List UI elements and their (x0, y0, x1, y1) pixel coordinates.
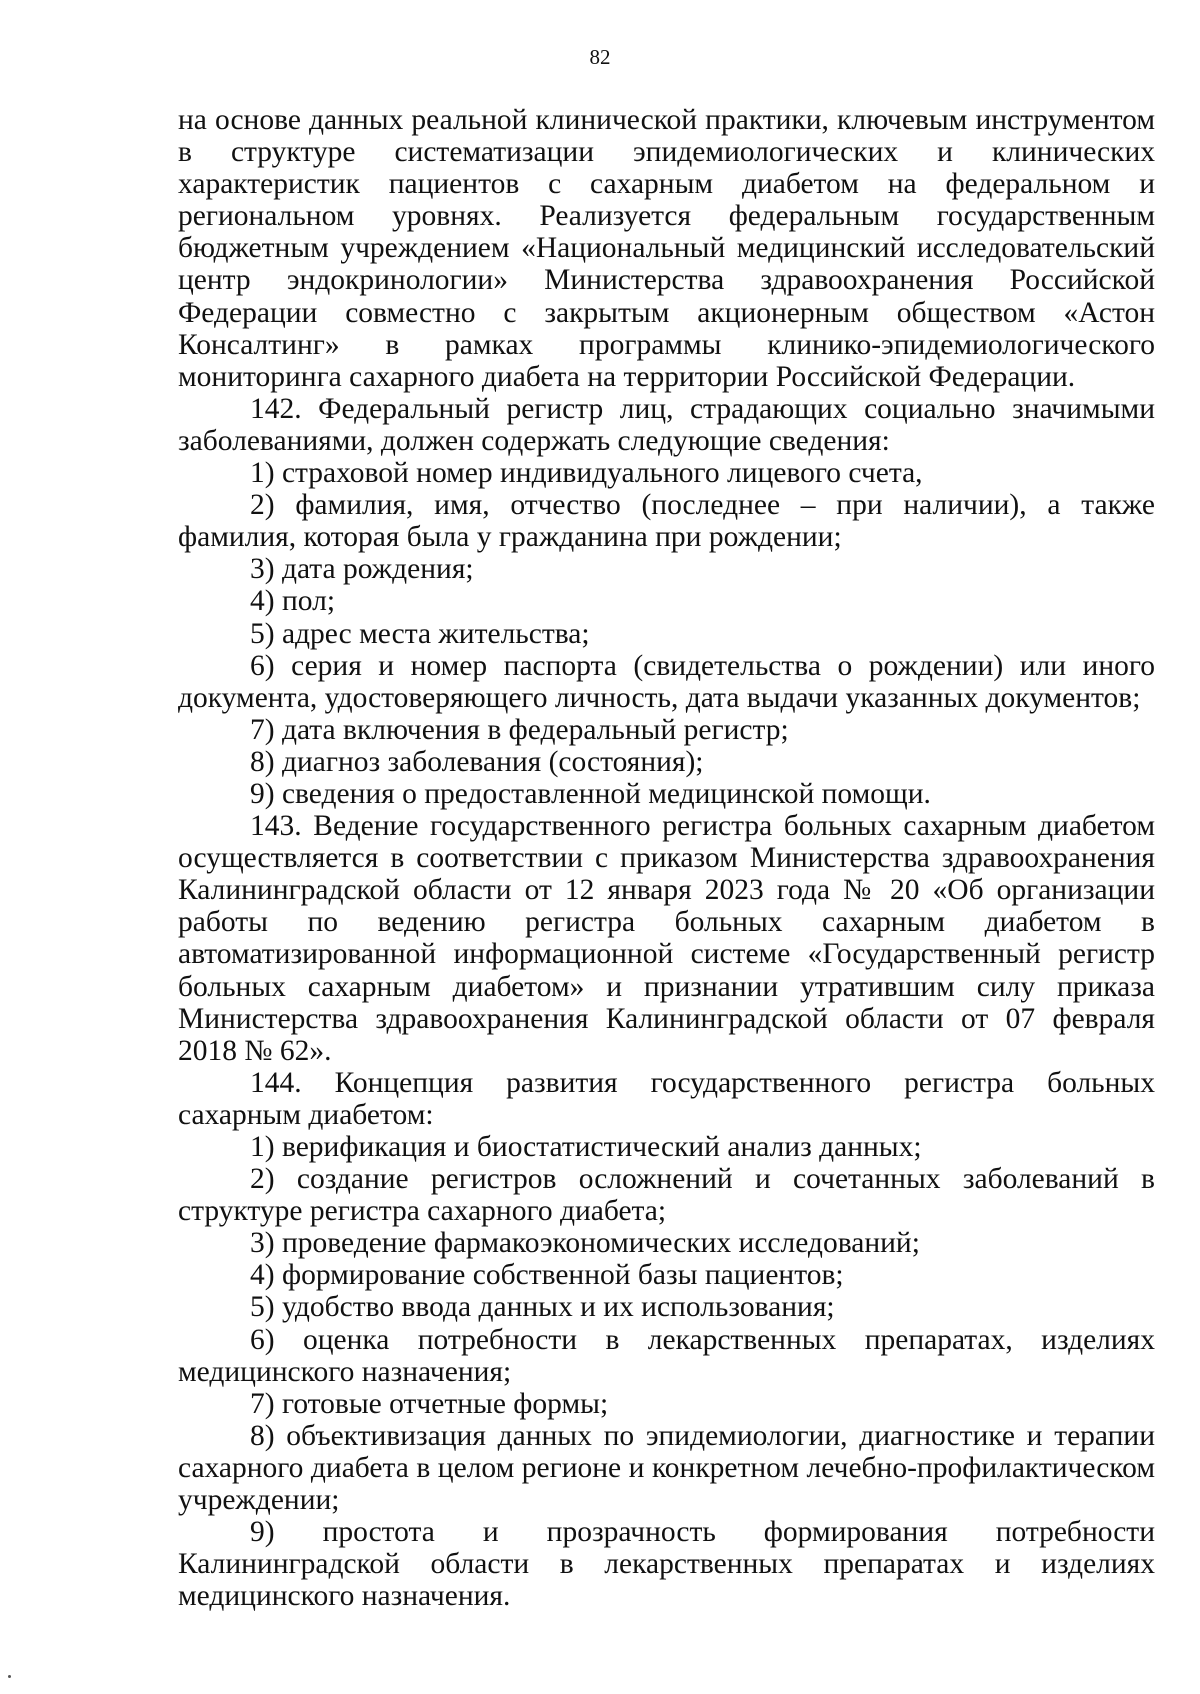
list-item-144-7: 7) готовые отчетные формы; (250, 1387, 609, 1420)
list-item-142-9: 9) сведения о предоставленной медицинской помощи. (250, 777, 931, 810)
list-item-144-5: 5) удобство ввода данных и их использования; (250, 1291, 835, 1324)
list-item-142-6: 6) серия и номер паспорта (свидетельства о рождении) или иного документа, удостоверяющего личность, дата выдачи указанных документов; (178, 649, 1155, 714)
paragraph-144: 144. Концепция развития государственного регистра больных сахарным диабетом: (178, 1066, 1155, 1131)
list-item-144-3: 3) проведение фармакоэкономических исследований; (250, 1227, 920, 1260)
paragraph-142: 142. Федеральный регистр лиц, страдающих социально значимыми заболеваниями, должен содержать следующие сведения: (178, 392, 1155, 457)
paragraph-continuation: на основе данных реальной клинической практики, ключевым инструментом в структуре систематизации эпидемиологических и клинических характеристик пациентов с сахарным диабетом на федеральном и региональном уровнях. Реализуется федеральным государственным бюджетным учреждением «Национальный медицинский исследовательский центр эндокринологии» Министерства здравоохранения Российской Федерации совместно с закрытым акционерным обществом «Астон Консалтинг» в рамках программы клинико-эпидемиологического мониторинга сахарного диабета на территории Российской Федерации. (178, 104, 1155, 393)
list-item-144-2: 2) создание регистров осложнений и сочетанных заболеваний в структуре регистра сахарного диабета; (178, 1163, 1155, 1228)
list-item-144-9: 9) простота и прозрачность формирования потребности Калининградской области в лекарственных препаратах и изделиях медицинского назначения. (178, 1516, 1155, 1613)
list-item-144-8: 8) объективизация данных по эпидемиологии, диагностике и терапии сахарного диабета в целом регионе и конкретном лечебно-профилактическом учреждении; (178, 1419, 1155, 1517)
list-item-144-6: 6) оценка потребности в лекарственных препаратах, изделиях медицинского назначения; (178, 1323, 1155, 1388)
list-item-142-7: 7) дата включения в федеральный регистр; (250, 713, 789, 746)
list-item-142-8: 8) диагноз заболевания (состояния); (250, 745, 704, 778)
list-item-142-5: 5) адрес места жительства; (250, 617, 590, 650)
list-item-144-1: 1) верификация и биостатистический анализ данных; (250, 1131, 922, 1163)
paragraph-143: 143. Ведение государственного регистра больных сахарным диабетом осуществляется в соответствии с приказом Министерства здравоохранения Калининградской области от 12 января 2023 года № 20 «Об организации работы по ведению регистра больных сахарным диабетом в автоматизированной информационной системе «Государственный регистр больных сахарным диабетом» и признании утратившим силу приказа Министерства здравоохранения Калининградской области от 07 февраля 2018 № 62». (178, 810, 1155, 1067)
list-item-144-4: 4) формирование собственной базы пациентов; (250, 1259, 844, 1292)
document-body (178, 104, 1155, 1612)
list-item-142-2: 2) фамилия, имя, отчество (последнее – при наличии), а также фамилия, которая была у гражданина при рождении; (178, 489, 1155, 554)
list-item-142-4: 4) пол; (250, 585, 336, 618)
page-number: 82 (589, 45, 611, 69)
scan-margin-dot (8, 1675, 11, 1678)
list-item-142-1: 1) страховой номер индивидуального лицевого счета, (250, 457, 923, 490)
list-item-142-3: 3) дата рождения; (250, 553, 474, 586)
